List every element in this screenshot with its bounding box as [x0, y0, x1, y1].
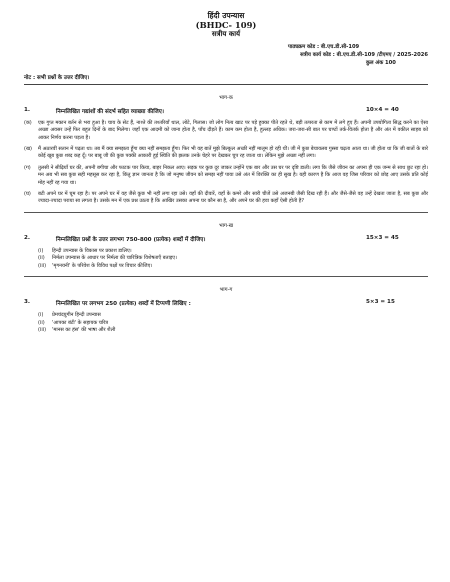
total-marks: कुल अंक 100 — [366, 60, 396, 67]
passage-item — [24, 191, 428, 206]
assignment-code: सत्रीय कार्य कोड : बी.एच.डी.सी-109 /टीएमए / 2025-2026 — [300, 52, 428, 59]
section-title: भाग-क — [219, 94, 233, 101]
question-marks: 5×3 = 15 — [366, 299, 395, 306]
passage-item — [24, 120, 428, 142]
item-text: 'मानस का हंस' की भाषा और शैली — [52, 327, 116, 334]
course-code-title: (BHDC- 109) — [195, 19, 257, 30]
question-text: निम्नलिखित गद्यांशों की संदर्भ सहित व्याख्या कीजिए। — [56, 108, 165, 115]
item-text: निर्मला उपन्यास के आधार पर निर्मला की चारित्रिक विशेषताएँ बताइए। — [52, 255, 177, 262]
item-text: बटी अपने घर में घूम रहा है। पर अपने घर में वह जैसे कुछ भी नहीं लगा रहा उसे। वहाँ की दीवारें, वहाँ के कमरे और सारी चीजें उसे अजनबी जैसी दिख रही हैं। और जैसे-जैसे वह उन्हें देखता जाता है, सब कुछ और ज्यादा-ज्यादा पराया सा लगता है। उसके मन में एक प्रश्न उठता है कि आखिर उसका अपना घर कौन सा है, और अपने घर की हवा कहाँ ऐसी होती है? — [38, 190, 428, 205]
document-header — [24, 12, 428, 38]
item-label: (iii) — [38, 327, 47, 334]
item-text: 'मृगनयनी' के परिवेश के विविध पक्षों पर विचार कीजिए। — [52, 262, 153, 269]
item-label: (ग) — [24, 164, 31, 171]
passage-item — [24, 165, 428, 187]
item-text: मैं अठारवीं सतान में पढ़ता था। तब मैं क्या समझता हूँगा क्या नहीं समझता हूँगा। फिर भी वह बातें मुझे बिल्कुल अच्छी नहीं मालूम हो रही थीं। जी में कुछ बेचायलब गुस्सा चढ़ता आता था। जी होता था कि जी बातों के बारे कोई खूब कुछ शब्द कह दूँ। पर बाबू जी की कुछ पक्की आकारी हुई स्थिति की झलक उनके चेहरे पर देखकर चुप रह जाता था। लेकिन मुझे अच्छा नहीं लगा। — [38, 145, 428, 160]
section-title: भाग-ग — [219, 287, 233, 294]
section-divider — [24, 212, 428, 213]
item-text: हिन्दी उपन्यास के विकास पर प्रकाश डालिए। — [52, 247, 132, 254]
item-label: (iii) — [38, 262, 47, 269]
item-label: (ख) — [24, 145, 32, 152]
question-header — [24, 299, 428, 307]
item-label: (ii) — [38, 255, 45, 262]
section-divider — [24, 276, 428, 277]
question-marks: 15×3 = 45 — [366, 234, 399, 241]
sub-question — [24, 312, 428, 320]
question-header — [24, 235, 428, 243]
item-text: प्रेमचंदयुगीन हिन्दी उपन्यास — [52, 312, 101, 319]
item-label: (घ) — [24, 190, 31, 197]
item-text: 'आपका बंटी' के सहायक चरित्र — [52, 319, 109, 326]
item-label: (i) — [38, 247, 44, 254]
question-marks: 10×4 = 40 — [366, 106, 399, 113]
item-label: (ii) — [38, 319, 45, 326]
section-title: भाग-ख — [218, 222, 234, 229]
sub-question — [24, 327, 428, 335]
item-text: तुलसी ने सीढ़ियाँ घर की, अपनी बगीचा और फाटक पार किया, बाहर निकल आए। सड़क पर कुछ दूर जाकर उन्होंने एक बार और उस घर पर दृष्टि डाली। लगा कि जैसे जीवन का अपना ही एक जन्म से साथ छूट रहा हो। मन अब भी सब कुछ सही महसूस कर रहा है, किंतु ज्ञान जानता है कि जो मनुष्य जीवन को समझ नहीं पाया उसे अंत में विरक्ति का ही सुख है। यही कारण है कि आज वह जिस परिवार को छोड़ आए उसके प्रति कोई मोह नहीं रह गया था। — [38, 164, 428, 186]
passage-item — [24, 146, 428, 161]
sub-question — [24, 263, 428, 271]
instruction-note: नोट : सभी प्रश्नों के उत्तर दीजिए। — [24, 73, 428, 85]
document-title: हिंदी उपन्यास — [207, 11, 245, 20]
question-number: 3. — [24, 299, 31, 306]
item-label: (i) — [38, 312, 44, 319]
question-number: 2. — [24, 234, 31, 241]
sub-question — [24, 255, 428, 263]
course-code: पाठ्यक्रम कोड : बी.एच.डी.सी-109 — [288, 44, 360, 51]
question-header — [24, 107, 428, 115]
question-number: 1. — [24, 106, 31, 113]
item-text: एक गुप्त मकान बर्तन से भरा हुआ है। चाय के सेट हैं, नाश्ते की तश्तरियाँ थाल, लोटे, गिलास। जो लोग नित्य खाट पर पड़े हुक्का पीते रहते थे, बड़ी तत्परता से काम में लगे हुए हैं। अपनी उपयोगिता सिद्ध करने का ऐसा अच्छा अवसर उन्हें फिर बहुत दिनों के बाद मिलेगा। जहाँ एक आदमी को जाना होता है, पाँच दौड़ते हैं। काम कम होता है, हुल्लड़ अधिक। जरा-जरा-सी बात पर घण्टों तर्क-वितर्क होता है और अंत में वकील साहब को आकर निर्णय करना पड़ता है। — [38, 119, 428, 141]
course-meta — [24, 44, 428, 67]
question-text: निम्नलिखित प्रश्नों के उत्तर लगभग 750-800 (प्रत्येक) शब्दों में दीजिए। — [56, 236, 206, 243]
document-subtitle: सत्रीय कार्य — [211, 29, 241, 39]
item-label: (क) — [24, 119, 32, 126]
question-text: निम्नलिखित पर लगभग 250 (प्रत्येक) शब्दों में टिप्पणी लिखिए : — [56, 301, 191, 308]
